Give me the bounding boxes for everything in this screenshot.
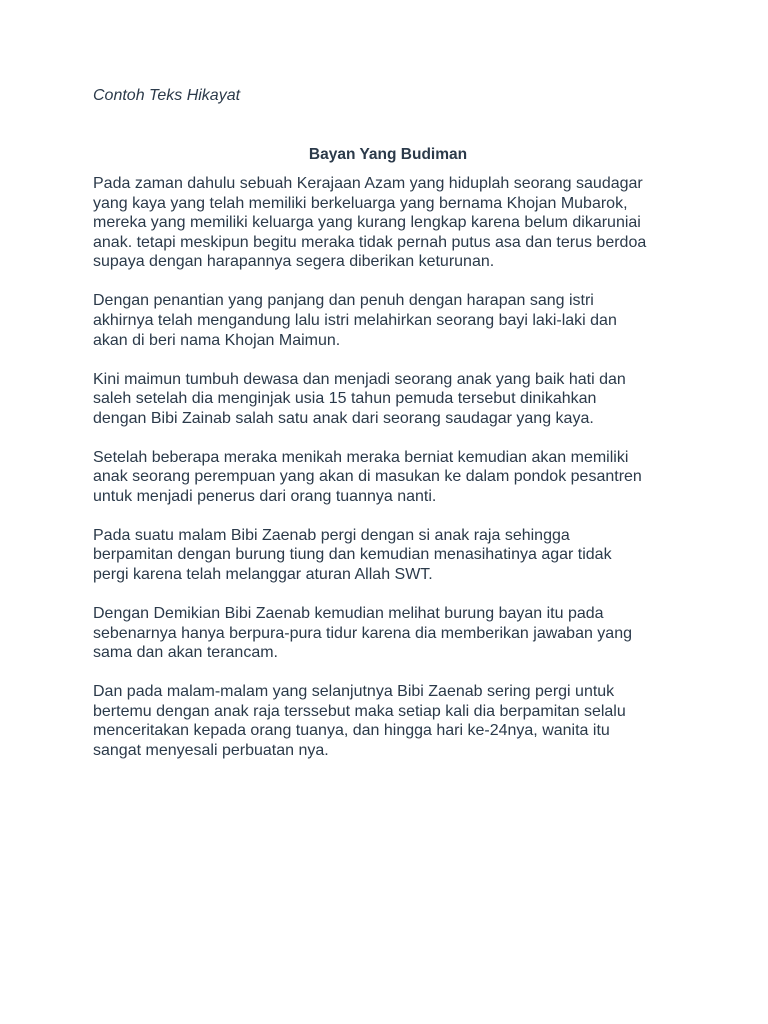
- paragraph: Setelah beberapa meraka menikah meraka berniat kemudian akan memiliki anak seorang perempuan yang akan di masukan ke dalam pondok pesantren untuk menjadi penerus dari orang tuannya nanti.: [93, 448, 642, 505]
- document-page: [93, 84, 683, 780]
- document-subtitle: Contoh Teks Hikayat: [93, 87, 241, 104]
- paragraph: Dan pada malam-malam yang selanjutnya Bibi Zaenab sering pergi untuk bertemu dengan anak raja terssebut maka setiap kali dia berpamitan selalu menceritakan kepada orang tuanya, dan hingga hari ke-24nya, wanita itu sangat menyesali perbuatan nya.: [93, 683, 626, 759]
- document-title: Bayan Yang Budiman: [308, 146, 468, 163]
- paragraph: Pada suatu malam Bibi Zaenab pergi dengan si anak raja sehingga berpamitan dengan burung tiung dan kemudian menasihatinya agar tidak pergi karena telah melanggar aturan Allah SWT.: [93, 526, 612, 584]
- paragraph: Dengan Demikian Bibi Zaenab kemudian melihat burung bayan itu pada sebenarnya hanya berpura-pura tidur karena dia memberikan jawaban yang sama dan akan terancam.: [93, 605, 632, 662]
- paragraph: Pada zaman dahulu sebuah Kerajaan Azam yang hiduplah seorang saudagar yang kaya yang telah memiliki berkeluarga yang bernama Khojan Mubarok, mereka yang memiliki keluarga yang kurang lengkap karena belum dikaruniai anak. tetapi meskipun begitu meraka tidak pernah putus asa dan terus berdoa supaya dengan harapannya segera diberikan keturunan.: [93, 175, 647, 271]
- paragraph: Dengan penantian yang panjang dan penuh dengan harapan sang istri akhirnya telah mengandung lalu istri melahirkan seorang bayi laki-laki dan akan di beri nama Khojan Maimun.: [93, 292, 617, 349]
- paragraph: Kini maimun tumbuh dewasa dan menjadi seorang anak yang baik hati dan saleh setelah dia menginjak usia 15 tahun pemuda tersebut dinikahkan dengan Bibi Zainab salah satu anak dari seorang saudagar yang kaya.: [93, 370, 626, 427]
